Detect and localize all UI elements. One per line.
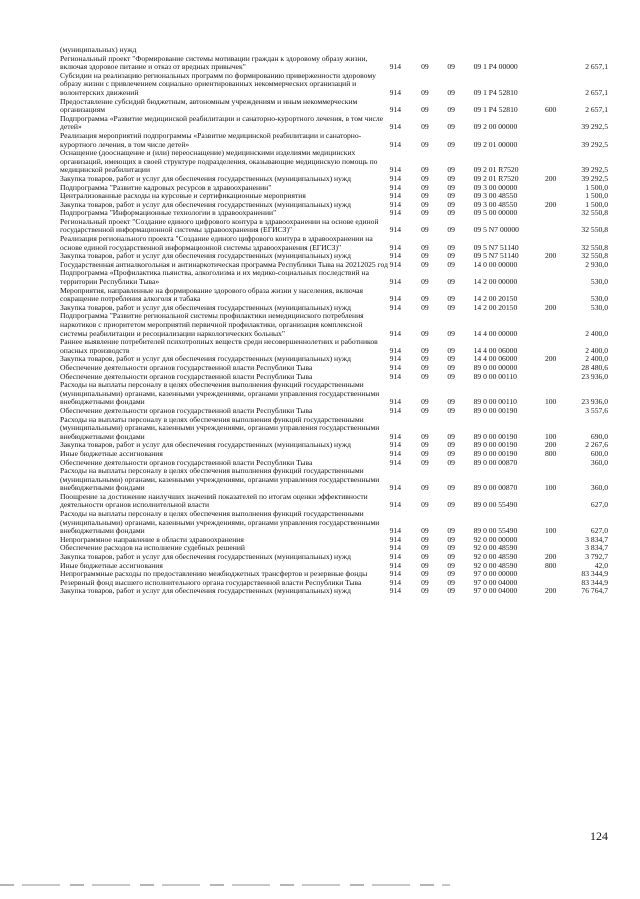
row-vr-code: [545, 115, 568, 132]
row-pr-code: 09: [447, 543, 455, 553]
row-cs-code: 14 2 00 20150: [473, 294, 518, 304]
row-vr-code: 200: [544, 302, 557, 312]
row-gr-code: 914: [389, 302, 402, 312]
row-rz-code: 09: [421, 294, 429, 304]
row-cs-code: 89 0 00 00110: [473, 397, 517, 407]
row-gr-code: 914: [389, 122, 402, 132]
table-row: [60, 287, 608, 304]
row-vr-code: [545, 261, 568, 270]
row-pr-code: 09: [447, 87, 455, 97]
row-rz-code: 09: [421, 405, 429, 415]
row-sum: 360,0: [590, 483, 608, 493]
row-sum: 1 500,0: [585, 182, 608, 192]
row-vr-code: 800: [544, 560, 557, 570]
row-cs-code: 89 0 00 55490: [473, 500, 518, 510]
row-vr-code: 200: [544, 199, 557, 209]
row-cs-code: 09 2 01 R7520: [473, 165, 519, 175]
row-name: (муниципальных) нужд: [60, 45, 137, 54]
row-gr-code: 914: [389, 577, 402, 587]
row-rz-code: 09: [421, 328, 429, 338]
row-rz-code: 09: [421, 165, 429, 175]
row-cs-code: 09 5 00 00000: [473, 208, 518, 218]
row-pr-code: 09: [447, 457, 455, 467]
row-name: Реализация регионального проекта "Создание единого цифрового контура в здравоохранении на основе единой государственной информационной системы здравоохранения (ЕГИСЗ)": [60, 234, 373, 252]
row-pr-code: 09: [447, 225, 455, 235]
table-row: [60, 467, 608, 493]
row-name: Закупка товаров, работ и услуг для обеспечения государственных (муниципальных) нужд: [60, 354, 351, 364]
row-vr-code: [545, 235, 568, 252]
row-name: Государственная антиалкогольная и антинаркотическая программа Республики Тыва на 20212025 год: [60, 259, 388, 269]
row-vr-code: 800: [544, 448, 557, 458]
row-sum: 627,0: [590, 500, 608, 510]
row-pr-code: 09: [447, 173, 455, 183]
row-name: Предоставление субсидий бюджетным, автономным учреждениям и иным некоммерческим организациям: [60, 96, 358, 115]
row-vr-code: 200: [544, 586, 557, 596]
row-name: Обеспечение деятельности органов государственной власти Республики Тыва: [60, 405, 313, 415]
row-pr-code: 09: [447, 526, 455, 536]
row-name: Закупка товаров, работ и услуг для обеспечения государственных (муниципальных) нужд: [60, 199, 351, 209]
row-name: Подпрограмма «Профилактика пьянства, алкоголизма и их медико-социальных последствий на территории Республики Тыва»: [60, 268, 369, 287]
table-row: [60, 115, 608, 132]
table-row: [60, 587, 608, 596]
row-pr-code: 09: [447, 139, 455, 149]
row-vr-code: 200: [544, 552, 557, 562]
row-sum: 23 936,0: [581, 397, 608, 407]
row-vr-code: 200: [544, 440, 557, 450]
row-pr-code: 09: [447, 105, 455, 115]
row-pr-code: 09: [447, 397, 455, 407]
row-pr-code: 09: [447, 448, 455, 458]
row-sum: 3 557,6: [585, 405, 608, 415]
row-vr-code: [545, 184, 568, 193]
row-pr-code: 09: [447, 165, 455, 175]
table-row: [60, 338, 608, 355]
row-sum: 39 292,5: [581, 139, 608, 149]
row-cs-code: 92 0 00 48590: [473, 552, 518, 562]
row-rz-code: 09: [421, 199, 429, 209]
row-vr-code: 100: [544, 397, 557, 407]
row-name: Расходы на выплаты персоналу в целях обеспечения выполнения функций государственными (муниципальными) органами, казенными учреждениями, органами управления государственными внебюджетными фондами: [60, 509, 380, 536]
row-gr-code: 914: [389, 457, 402, 467]
row-sum: 39 292,5: [581, 165, 608, 175]
row-pr-code: 09: [447, 362, 455, 372]
row-gr-code: 914: [389, 431, 402, 441]
table-row: [60, 493, 608, 510]
row-sum: 42,0: [594, 560, 608, 570]
row-name: Оснащение (дооснащение и (или) переоснащение) медицинскими изделиями медицинских организаций, имеющих в своей структуре подразделения, оказывающие медицинскую помощь по медицинской реабилитации: [60, 148, 378, 175]
row-name: Закупка товаров, работ и услуг для обеспечения государственных (муниципальных) нужд: [60, 173, 351, 183]
row-cs-code: 89 0 00 00870: [473, 483, 518, 493]
row-rz-code: 09: [421, 431, 429, 441]
row-vr-code: 200: [544, 354, 557, 364]
row-pr-code: 09: [447, 191, 455, 201]
row-cs-code: 92 0 00 48590: [473, 543, 518, 553]
row-rz-code: 09: [421, 242, 429, 252]
row-sum: 32 550,8: [581, 225, 608, 235]
row-rz-code: 09: [421, 440, 429, 450]
row-gr-code: 914: [389, 483, 402, 493]
row-sum: 3 792,7: [585, 552, 608, 562]
table-row: [60, 98, 608, 115]
row-rz-code: [421, 46, 447, 55]
row-sum: 3 834,7: [585, 543, 608, 553]
row-name: Расходы на выплаты персоналу в целях обеспечения выполнения функций государственными (муниципальными) органами, казенными учреждениями, органами управления государственными внебюджетными фондами: [60, 414, 380, 441]
row-gr-code: 914: [389, 259, 402, 269]
row-gr-code: 914: [389, 371, 402, 381]
row-cs-code: 14 4 00 06000: [473, 345, 518, 355]
row-cs-code: 14 4 00 00000: [473, 328, 518, 338]
row-rz-code: 09: [421, 354, 429, 364]
row-cs-code: 14 2 00 00000: [473, 277, 518, 287]
row-rz-code: 09: [421, 483, 429, 493]
row-gr-code: 914: [389, 362, 402, 372]
row-cs-code: 97 0 00 04000: [473, 586, 518, 596]
row-gr-code: 914: [389, 345, 402, 355]
table-row: [60, 381, 608, 407]
row-name: Закупка товаров, работ и услуг для обеспечения государственных (муниципальных) нужд: [60, 586, 351, 596]
row-cs-code: 09 5 N7 51140: [473, 242, 519, 252]
row-gr-code: 914: [389, 173, 402, 183]
row-gr-code: 914: [389, 191, 402, 201]
table-row: [60, 55, 608, 72]
row-gr-code: 914: [389, 569, 402, 579]
row-pr-code: 09: [447, 500, 455, 510]
row-name: Обеспечение деятельности органов государственной власти Республики Тыва: [60, 371, 313, 381]
row-cs-code: 89 0 00 00110: [473, 371, 517, 381]
table-row: [60, 510, 608, 536]
row-sum: 83 344,9: [581, 569, 608, 579]
row-name: Непрограммные расходы по предоставлению межбюджетных трансфертов и резервные фонды: [60, 569, 368, 579]
row-vr-code: [545, 287, 568, 304]
row-pr-code: 09: [447, 345, 455, 355]
row-pr-code: 09: [447, 182, 455, 192]
row-rz-code: 09: [421, 259, 429, 269]
row-gr-code: 914: [389, 208, 402, 218]
row-name: Расходы на выплаты персоналу в целях обеспечения выполнения функций государственными (муниципальными) органами, казенными учреждениями, органами управления государственными внебюджетными фондами: [60, 380, 380, 407]
row-sum: 2 267,6: [585, 440, 608, 450]
row-name: Резервный фонд высшего исполнительного органа государственной власти Республики Тыва: [60, 577, 362, 587]
row-sum: 1 500,0: [585, 191, 608, 201]
row-sum: 39 292,5: [581, 122, 608, 132]
row-rz-code: 09: [421, 182, 429, 192]
row-gr-code: 914: [389, 354, 402, 364]
row-gr-code: 914: [389, 139, 402, 149]
row-gr-code: 914: [389, 242, 402, 252]
row-rz-code: 09: [421, 302, 429, 312]
row-cs-code: 09 2 01 R7520: [473, 173, 519, 183]
row-gr-code: 914: [389, 526, 402, 536]
row-sum: 32 550,8: [581, 242, 608, 252]
row-sum: 32 550,8: [581, 208, 608, 218]
row-pr-code: 09: [447, 328, 455, 338]
row-pr-code: 09: [447, 294, 455, 304]
row-rz-code: 09: [421, 397, 429, 407]
row-cs-code: 09 1 Р4 52810: [473, 105, 518, 115]
row-name: Закупка товаров, работ и услуг для обеспечения государственных (муниципальных) нужд: [60, 251, 351, 261]
row-name: Закупка товаров, работ и услуг для обеспечения государственных (муниципальных) нужд: [60, 302, 351, 312]
row-pr-code: 09: [447, 122, 455, 132]
row-cs-code: 89 0 00 00190: [473, 440, 518, 450]
row-cs-code: 97 0 00 00000: [473, 569, 518, 579]
row-rz-code: 09: [421, 62, 429, 72]
table-row: [60, 72, 608, 98]
row-cs-code: 97 0 00 04000: [473, 577, 518, 587]
row-pr-code: 09: [447, 483, 455, 493]
row-gr-code: 914: [389, 105, 402, 115]
row-gr-code: 914: [389, 328, 402, 338]
row-pr-code: 09: [447, 208, 455, 218]
row-pr-code: [447, 46, 473, 55]
row-cs-code: 92 0 00 00000: [473, 534, 518, 544]
row-rz-code: 09: [421, 577, 429, 587]
row-gr-code: 914: [389, 251, 402, 261]
row-pr-code: 09: [447, 277, 455, 287]
row-sum: 2 400,0: [585, 345, 608, 355]
row-gr-code: 914: [389, 405, 402, 415]
row-name: Закупка товаров, работ и услуг для обеспечения государственных (муниципальных) нужд: [60, 552, 351, 562]
row-gr-code: 914: [389, 294, 402, 304]
row-cs-code: 89 0 00 00190: [473, 405, 518, 415]
row-cs-code: 09 3 00 00000: [473, 182, 518, 192]
row-gr-code: 914: [389, 277, 402, 287]
row-rz-code: 09: [421, 191, 429, 201]
row-name: Непрограммное направление в области здравоохранения: [60, 534, 244, 544]
row-gr-code: 914: [389, 62, 402, 72]
row-vr-code: [545, 55, 568, 72]
row-rz-code: 09: [421, 105, 429, 115]
row-vr-code: [545, 46, 568, 55]
row-vr-code: [545, 149, 568, 175]
row-name: Подпрограмма "Развитие региональной системы профилактики немедицинского потребления наркотиков с приоритетом мероприятий первичной профилактики, организация комплексной системы реабилитации и ресоциализации наркологических больных": [60, 311, 364, 338]
row-rz-code: 09: [421, 277, 429, 287]
row-name: Закупка товаров, работ и услуг для обеспечения государственных (муниципальных) нужд: [60, 440, 351, 450]
row-rz-code: 09: [421, 139, 429, 149]
row-rz-code: 09: [421, 448, 429, 458]
row-vr-code: [545, 570, 568, 579]
row-gr-code: 914: [389, 225, 402, 235]
row-sum: 39 292,5: [581, 173, 608, 183]
row-rz-code: 09: [421, 87, 429, 97]
row-pr-code: 09: [447, 302, 455, 312]
row-gr-code: 914: [389, 165, 402, 175]
row-cs-code: 92 0 00 48590: [473, 560, 518, 570]
row-vr-code: 100: [544, 526, 557, 536]
table-row: [60, 218, 608, 235]
row-vr-code: [545, 364, 568, 373]
row-rz-code: 09: [421, 526, 429, 536]
row-vr-code: [545, 72, 568, 98]
row-vr-code: [545, 218, 568, 235]
row-cs-code: 89 0 00 55490: [473, 526, 518, 536]
row-cs-code: 14 0 00 00000: [473, 259, 518, 269]
row-vr-code: [545, 312, 568, 338]
row-cs-code: 09 1 Р4 00000: [473, 62, 518, 72]
row-gr-code: 914: [389, 543, 402, 553]
row-rz-code: 09: [421, 371, 429, 381]
row-rz-code: 09: [421, 500, 429, 510]
row-rz-code: 09: [421, 569, 429, 579]
row-cs-code: 89 0 00 00190: [473, 448, 518, 458]
row-name: Обеспечение деятельности органов государственной власти Республики Тыва: [60, 362, 313, 372]
row-cs-code: [474, 46, 545, 55]
row-pr-code: 09: [447, 405, 455, 415]
row-cs-code: 09 1 Р4 52810: [473, 87, 518, 97]
row-vr-code: [545, 459, 568, 468]
row-gr-code: 914: [389, 199, 402, 209]
table-row: [60, 132, 608, 149]
row-vr-code: [545, 209, 568, 218]
page-number: 124: [590, 829, 608, 843]
row-gr-code: 914: [389, 87, 402, 97]
row-gr-code: 914: [389, 560, 402, 570]
row-pr-code: 09: [447, 577, 455, 587]
row-rz-code: 09: [421, 208, 429, 218]
row-name: Раннее выявление потребителей психотропных веществ среди несовершеннолетних и работников опасных производств: [60, 337, 378, 355]
row-rz-code: 09: [421, 122, 429, 132]
row-sum: 2 930,0: [585, 259, 608, 269]
row-name: Поощрение за достижение наилучших значений показателей по итогам оценки эффективности деятельности органов исполнительной власти: [60, 491, 368, 510]
row-pr-code: 09: [447, 534, 455, 544]
row-pr-code: 09: [447, 259, 455, 269]
row-sum: 360,0: [590, 457, 608, 467]
row-pr-code: 09: [447, 440, 455, 450]
row-vr-code: 200: [544, 173, 557, 183]
row-pr-code: 09: [447, 354, 455, 364]
row-sum: 2 657,1: [585, 105, 608, 115]
row-vr-code: 100: [544, 431, 557, 441]
row-sum: 32 550,8: [581, 251, 608, 261]
row-sum: 76 764,7: [581, 586, 608, 596]
row-gr-code: 914: [389, 552, 402, 562]
row-sum: 28 480,6: [581, 362, 608, 372]
row-rz-code: 09: [421, 362, 429, 372]
row-sum: 3 834,7: [585, 534, 608, 544]
row-pr-code: 09: [447, 242, 455, 252]
row-sum: 530,0: [590, 302, 608, 312]
row-sum: 2 657,1: [585, 87, 608, 97]
row-vr-code: [545, 536, 568, 545]
row-name: Обеспечение деятельности органов государственной власти Республики Тыва: [60, 457, 313, 467]
table-row: [60, 312, 608, 338]
row-pr-code: 09: [447, 552, 455, 562]
row-name: Субсидии на реализацию региональных программ по формированию приверженности здоровому образу жизни с привлечением социально ориентированных некоммерческих организаций и волонтерских движений: [60, 70, 376, 97]
table-row: [60, 269, 608, 286]
row-rz-code: 09: [421, 586, 429, 596]
row-gr-code: 914: [389, 586, 402, 596]
table-row: [60, 149, 608, 175]
row-vr-code: [545, 132, 568, 149]
row-cs-code: 09 2 00 00000: [473, 122, 518, 132]
table-row: [60, 416, 608, 442]
scan-artifact-line: [0, 884, 450, 886]
row-sum: 2 400,0: [585, 354, 608, 364]
row-sum: 83 344,9: [581, 577, 608, 587]
row-vr-code: 100: [544, 483, 557, 493]
row-name: Подпрограмма «Развитие медицинской реабилитации и санаторно-курортного лечения, в том числе детей»: [60, 113, 384, 132]
row-name: Расходы на выплаты персоналу в целях обеспечения выполнения функций государственными (муниципальными) органами, казенными учреждениями, органами управления государственными внебюджетными фондами: [60, 466, 380, 493]
row-name: Обеспечение расходов на исполнение судебных решений: [60, 543, 245, 553]
row-pr-code: 09: [447, 251, 455, 261]
row-name: Мероприятия, направленные на формирование здорового образа жизни у населения, включая сокращение потребления алкоголя и табака: [60, 285, 364, 304]
row-rz-code: 09: [421, 225, 429, 235]
row-vr-code: [545, 338, 568, 355]
row-rz-code: 09: [421, 251, 429, 261]
row-gr-code: 914: [389, 448, 402, 458]
budget-table: [60, 46, 608, 596]
row-cs-code: 14 4 00 06000: [473, 354, 518, 364]
row-rz-code: 09: [421, 173, 429, 183]
row-gr-code: [390, 46, 421, 55]
row-gr-code: 914: [389, 440, 402, 450]
row-name: Реализация мероприятий подпрограммы «Развитие медицинской реабилитации и санаторно-курортного лечения, в том числе детей»: [60, 130, 362, 149]
row-gr-code: 914: [389, 182, 402, 192]
row-sum: 2 400,0: [585, 328, 608, 338]
table-row: [60, 235, 608, 252]
row-vr-code: [545, 493, 568, 510]
row-vr-code: 200: [544, 251, 557, 261]
row-sum: 530,0: [590, 294, 608, 304]
row-pr-code: 09: [447, 199, 455, 209]
row-cs-code: 09 3 00 48550: [473, 199, 518, 209]
row-name: Региональный проект "Создание единого цифрового контура в здравоохранении на основе единой государственной информационной системы здравоохранения (ЕГИСЗ)": [60, 216, 379, 235]
row-name: Подпрограмма "Информационные технологии в здравоохранении": [60, 208, 277, 218]
row-cs-code: 09 5 N7 51140: [473, 251, 519, 261]
row-gr-code: 914: [389, 397, 402, 407]
row-name: Региональный проект "Формирование системы мотивации граждан к здоровому образу жизни, включая здоровое питание и отказ от вредных привычек": [60, 53, 368, 72]
row-vr-code: [545, 407, 568, 416]
row-vr-code: [545, 269, 568, 286]
row-cs-code: 89 0 00 00190: [473, 431, 518, 441]
row-rz-code: 09: [421, 552, 429, 562]
row-pr-code: 09: [447, 560, 455, 570]
row-pr-code: 09: [447, 586, 455, 596]
row-pr-code: 09: [447, 569, 455, 579]
row-pr-code: 09: [447, 62, 455, 72]
row-name: Иные бюджетные ассигнования: [60, 560, 163, 570]
row-gr-code: 914: [389, 534, 402, 544]
row-gr-code: 914: [389, 500, 402, 510]
row-rz-code: 09: [421, 560, 429, 570]
row-sum: [568, 46, 608, 55]
row-name: Иные бюджетные ассигнования: [60, 448, 163, 458]
row-cs-code: 14 2 00 20150: [473, 302, 518, 312]
row-sum: 600,0: [590, 448, 608, 458]
row-pr-code: 09: [447, 371, 455, 381]
row-cs-code: 89 0 00 00000: [473, 362, 518, 372]
row-cs-code: 09 3 00 48550: [473, 191, 518, 201]
budget-table-body: [60, 46, 608, 596]
row-sum: 23 936,0: [581, 371, 608, 381]
row-vr-code: [545, 373, 568, 382]
row-sum: 627,0: [590, 526, 608, 536]
row-name: Подпрограмма "Развитие кадровых ресурсов в здравоохранении": [60, 182, 272, 192]
row-cs-code: 09 2 01 00000: [473, 139, 518, 149]
row-sum: 530,0: [590, 277, 608, 287]
row-sum: 2 657,1: [585, 62, 608, 72]
row-name: Централизованные расходы на курсовые и сертификационные мероприятия: [60, 191, 306, 201]
row-rz-code: 09: [421, 534, 429, 544]
row-sum: 1 500,0: [585, 199, 608, 209]
row-rz-code: 09: [421, 457, 429, 467]
row-cs-code: 09 5 N7 00000: [473, 225, 519, 235]
row-rz-code: 09: [421, 543, 429, 553]
row-sum: 690,0: [590, 431, 608, 441]
row-rz-code: 09: [421, 345, 429, 355]
row-vr-code: 600: [544, 105, 557, 115]
row-cs-code: 89 0 00 00870: [473, 457, 518, 467]
row-pr-code: 09: [447, 431, 455, 441]
